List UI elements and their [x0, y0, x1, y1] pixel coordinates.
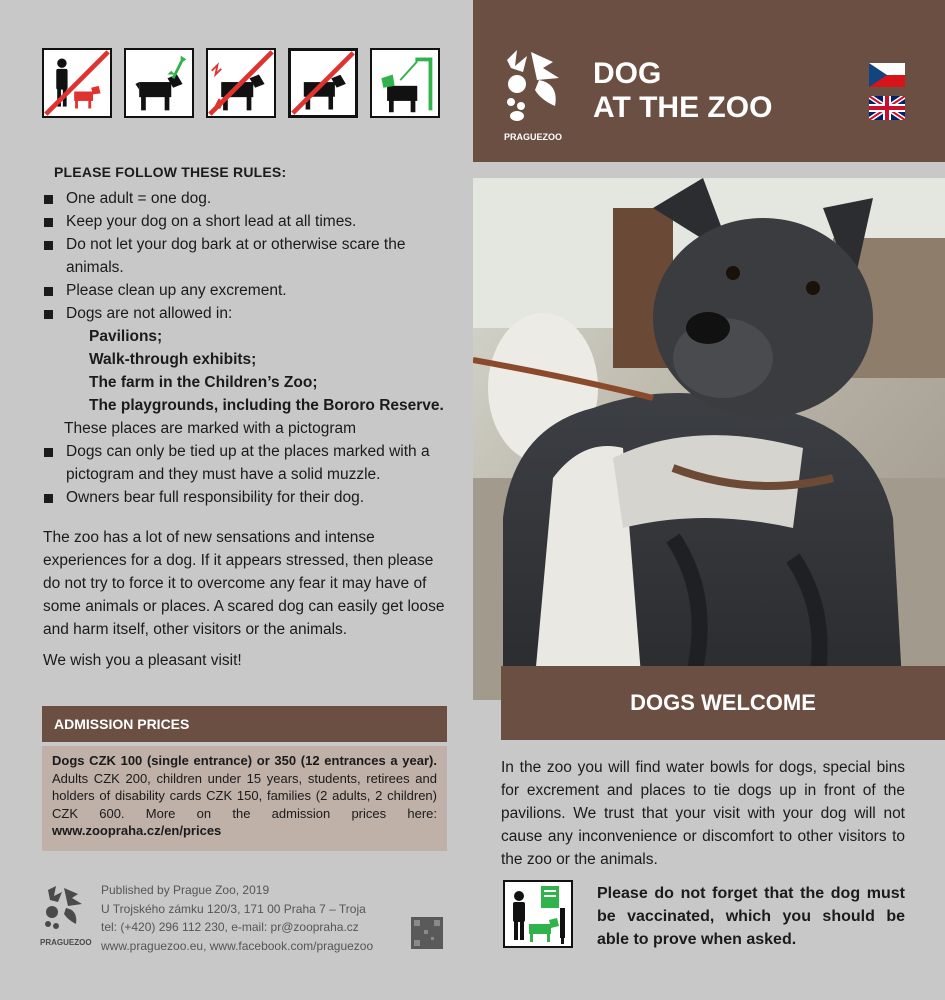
- dogs-welcome-heading: DOGS WELCOME: [501, 666, 945, 740]
- restricted-place: The farm in the Children’s Zoo;: [89, 374, 318, 391]
- intro-paragraph: The zoo has a lot of new sensations and intense experiences for a dog. If it appears stressed, then please do not try to force it to overcome any fear it may have of some animals or places. A scared dog can easily get loose and harm itself, other visitors or the animals.: [43, 529, 445, 638]
- pictogram-row: [42, 48, 440, 118]
- title-line: AT THE ZOO: [593, 91, 773, 124]
- dog-price: Dogs CZK 100 (single entrance) or 350 (12 entrances a year).: [52, 753, 437, 768]
- other-prices: Adults CZK 200, children under 15 years, students, retirees and holders of disability cards CZK 150, families (2 adults, 2 children) CZK 600. More on the admission prices here:: [52, 770, 437, 821]
- rule-text: One adult = one dog.: [66, 190, 212, 207]
- page-title: [593, 57, 772, 125]
- rule-text: Dogs can only be tied up at the places marked with a pictogram and they must have a solid muzzle.: [66, 443, 430, 483]
- prague-zoo-footer-logo: [38, 884, 90, 950]
- vaccination-notice: Please do not forget that the dog must be vaccinated, which you should be able to prove when asked.: [597, 885, 905, 948]
- czech-flag-icon[interactable]: [869, 63, 905, 87]
- bullet-square-icon: [44, 241, 53, 250]
- right-panel: [473, 0, 945, 1000]
- footer-line: www.praguezoo.eu, www.facebook.com/praguezoo: [101, 938, 374, 953]
- bullet-square-icon: [44, 218, 53, 227]
- restricted-place: Pavilions;: [89, 328, 163, 345]
- header-band: [473, 0, 945, 162]
- wish-text: We wish you a pleasant visit!: [43, 652, 242, 669]
- dog-photo: [473, 178, 945, 700]
- publisher-info: [101, 881, 373, 955]
- prices-link[interactable]: www.zoopraha.cz/en/prices: [52, 823, 222, 838]
- tie-up-muzzle-pictogram-icon: [370, 48, 440, 118]
- list-item: [42, 187, 452, 210]
- rule-text: Keep your dog on a short lead at all times.: [66, 213, 357, 230]
- welcome-paragraph: In the zoo you will find water bowls for dogs, special bins for excrement and places to tie dogs up in front of the pavilions. We trust that your visit with your dog will not cause any inconvenience or discomfort to other visitors to the zoo or the animals.: [501, 759, 905, 868]
- footer-logo-text: PRAGUEZOO: [40, 938, 92, 947]
- list-item: [42, 233, 452, 279]
- footer-line: U Trojského zámku 120/3, 171 00 Praha 7 – Troja: [101, 901, 366, 916]
- footer-line: tel: (+420) 296 112 230, e-mail: pr@zoopraha.cz: [101, 920, 359, 934]
- prague-zoo-logo: [501, 46, 573, 142]
- rule-text: Please clean up any excrement.: [66, 282, 287, 299]
- logo-text: PRAGUEZOO: [504, 132, 563, 142]
- bullet-square-icon: [44, 287, 53, 296]
- restricted-place: Walk-through exhibits;: [89, 351, 257, 368]
- admission-box: [42, 746, 447, 851]
- bullet-square-icon: [44, 195, 53, 204]
- rule-text: Owners bear full responsibility for their dog.: [66, 489, 365, 506]
- rules-list: [42, 187, 452, 509]
- short-lead-pictogram-icon: [124, 48, 194, 118]
- list-item: [42, 302, 452, 325]
- bullet-square-icon: [44, 310, 53, 319]
- list-item: [42, 486, 452, 509]
- list-item: [42, 210, 452, 233]
- bullet-square-icon: [44, 448, 53, 457]
- one-adult-one-dog-pictogram-icon: [42, 48, 112, 118]
- rule-text: Dogs are not allowed in:: [66, 305, 233, 322]
- places-note: These places are marked with a pictogram: [64, 420, 357, 437]
- footer-line: Published by Prague Zoo, 2019: [101, 883, 270, 897]
- vaccination-pictogram-icon: [503, 880, 573, 948]
- rules-title: PLEASE FOLLOW THESE RULES:: [54, 164, 287, 180]
- list-item: [42, 279, 452, 302]
- list-item: [42, 440, 452, 486]
- bullet-square-icon: [44, 494, 53, 503]
- qr-code-icon: [411, 917, 443, 949]
- uk-flag-icon[interactable]: [869, 96, 905, 120]
- title-line: DOG: [593, 57, 662, 90]
- rule-text: Do not let your dog bark at or otherwise scare the animals.: [66, 236, 406, 276]
- no-barking-pictogram-icon: [206, 48, 276, 118]
- no-dogs-pictogram-icon: [288, 48, 358, 118]
- admission-heading: ADMISSION PRICES: [42, 706, 447, 742]
- restricted-place: The playgrounds, including the Bororo Reserve.: [89, 397, 444, 414]
